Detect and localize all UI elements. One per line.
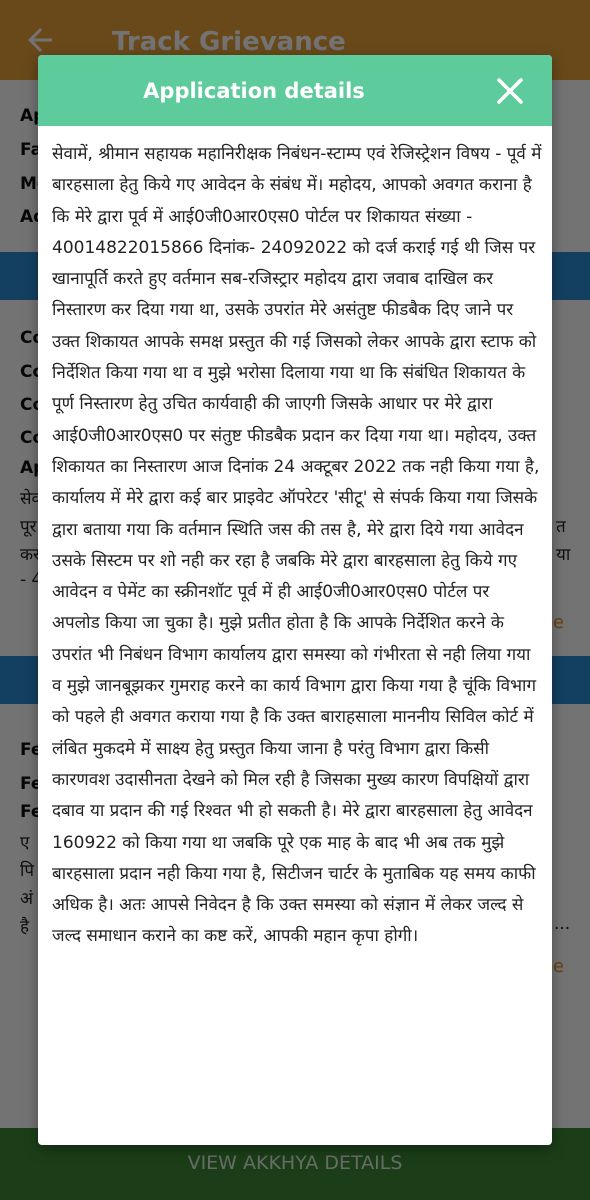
application-details-dialog: [38, 55, 552, 1145]
dialog-title: Application details: [143, 79, 365, 103]
close-icon: [496, 77, 524, 105]
dialog-header: [38, 55, 552, 126]
close-button[interactable]: [488, 69, 532, 113]
application-details-text: सेवामें, श्रीमान सहायक महानिरीक्षक निबंधन-स्टाम्प एवं रेजिस्ट्रेशन विषय - पूर्व में बारहसाला हेतु किये गए आवेदन के संबंध में। महोदय, आपको अवगत कराना है कि मेरे द्वारा पूर्व में आई0जी0आर0एस0 पोर्टल पर शिकायत संख्या - 40014822015866 दिनांक- 24092022 को दर्ज कराई गई थी जिस पर खानापूर्ति करते हुए वर्तमान सब-रजिस्ट्रार महोदय द्वारा जवाब दाखिल कर निस्तारण कर दिया गया था, उसके उपरांत मेरे असंतुष्ट फीडबैक दिए जाने पर उक्त शिकायत आपके समक्ष प्रस्तुत की गई जिसको लेकर आपके द्वारा स्टाफ को निर्देशित किया गया था व मुझे भरोसा दिलाया गया था कि संबंधित शिकायत के पूर्ण निस्तारण हेतु उचित कार्यवाही की जाएगी जिसके आधार पर मेरे द्वारा आई0जी0आर0एस0 पर संतुष्ट फीडबैक प्रदान कर दिया गया था। महोदय, उक्त शिकायत का निस्तारण आज दिनांक 24 अक्टूबर 2022 तक नही किया गया है, कार्यालय में मेरे द्वारा कई बार प्राइवेट ऑपरेटर 'सीटू' से संपर्क किया गया जिसके द्वारा बताया गया कि वर्तमान स्थिति जस की तस है, मेरे द्वारा दिये गया आवेदन उसके सिस्टम पर शो नही कर रहा है जबकि मेरे द्वारा बारहसाला हेतु किये गए आवेदन व पेमेंट का स्क्रीनशॉट पूर्व में ही आई0जी0आर0एस0 पोर्टल पर अपलोड किया जा चुका है। मुझे प्रतीत होता है कि आपके निर्देशित करने के उपरांत भी निबंधन विभाग कार्यालय द्वारा समस्या को गंभीरता से नही लिया गया व मुझे जानबूझकर गुमराह करने का कार्य विभाग द्वारा किया गया है चूंकि विभाग को पहले ही अवगत कराया गया है कि उक्त बाराहसाला माननीय सिविल कोर्ट में लंबित मुकदमे में साक्ष्य हेतु प्रस्तुत किया जाना है परंतु विभाग द्वारा किसी कारणवश उदासीनता देखने को मिल रही है जिसका मुख्य कारण विपक्षियों द्वारा दबाव या प्रदान की गई रिश्वत भी हो सकती है। मेरे द्वारा बारहसाला हेतु आवेदन 160922 को किया गया था जबकि पूरे एक माह के बाद भी अब तक मुझे बारहसाला प्रदान नही किया गया है, सिटीजन चार्टर के मुताबिक यह समय काफी अधिक है। अतः आपसे निवेदन है कि उक्त समस्या को संज्ञान में लेकर जल्द से जल्द समाधान कराने का कष्ट करें, आपकी महान कृपा होगी।: [52, 144, 542, 947]
